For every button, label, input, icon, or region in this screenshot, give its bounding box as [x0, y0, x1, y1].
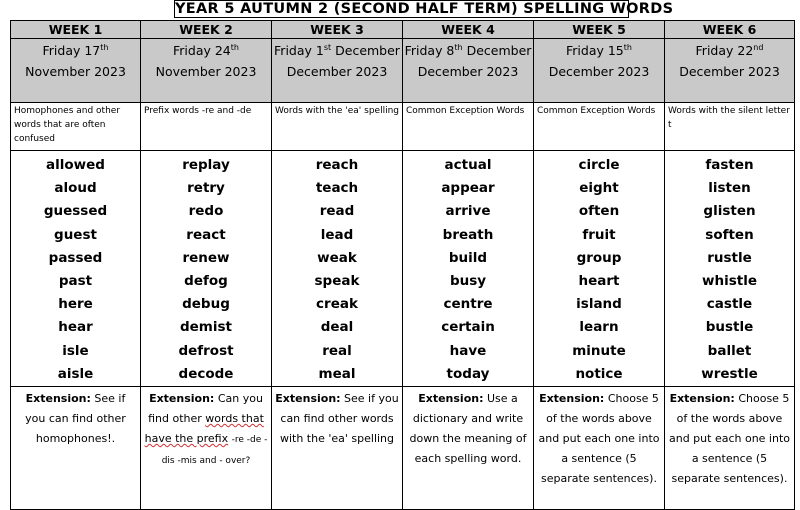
date-suffix: th [623, 42, 632, 52]
spelling-word: group [576, 249, 622, 266]
week-header: WEEK 6 [665, 21, 795, 39]
spelling-table [10, 20, 795, 510]
spelling-word: bustle [705, 319, 754, 336]
spelling-word: guessed [43, 203, 108, 220]
spelling-word: passed [48, 249, 103, 266]
spelling-word: teach [315, 180, 359, 197]
spelling-word: soften [705, 226, 754, 243]
spelling-word: actual [444, 157, 492, 173]
date-month: December 2023 [417, 64, 519, 79]
spelling-word: fruit [582, 226, 616, 243]
spelling-word: creak [316, 296, 358, 313]
extension-label: Extension: [669, 391, 735, 405]
spelling-word: guest [54, 226, 97, 243]
spelling-word: speak [314, 272, 360, 289]
date-month: November 2023 [155, 64, 257, 79]
word-list [403, 151, 534, 387]
spelling-word: react [186, 226, 226, 243]
extension-task [141, 386, 272, 509]
extension-label: Extension: [275, 391, 341, 405]
spelling-word: aisle [57, 365, 94, 382]
spelling-word: arrive [445, 203, 491, 220]
spelling-word: isle [62, 342, 89, 359]
spelling-word: appear [441, 180, 495, 197]
spelling-word: notice [575, 365, 623, 382]
word-list [11, 151, 141, 387]
date-month: December 2023 [679, 64, 780, 79]
spelling-rule: Homophones and other words that are often confused [11, 103, 141, 151]
week-header: WEEK 2 [141, 21, 272, 39]
spelling-word: have [449, 342, 487, 359]
extension-text: Can you find other [148, 391, 263, 425]
spelling-word: debug [182, 296, 230, 313]
spelling-word: wrestle [701, 365, 758, 382]
extension-label: Extension: [539, 391, 605, 405]
spelling-word: often [578, 203, 620, 220]
spelling-word: castle [706, 296, 753, 313]
date-day: Friday 17 [42, 43, 101, 58]
spelling-word: retry [187, 180, 225, 197]
spelling-word: glisten [703, 203, 756, 220]
week-date [11, 39, 141, 103]
spelling-word: allowed [46, 157, 105, 173]
week-date: Friday 8th December December 2023 [403, 39, 534, 103]
extension-label: Extension: [418, 391, 484, 405]
extension-text: Choose 5 of the words above and put each one into a sentence (5 separate sentences). [538, 391, 660, 485]
spelling-word: ballet [707, 342, 752, 359]
date-suffix: th [100, 42, 109, 52]
date-day: Friday 24 [173, 43, 231, 58]
extension-task [534, 386, 665, 509]
spelling-rule: Words with the 'ea' spelling [272, 103, 403, 151]
spelling-word: aloud [54, 180, 97, 197]
spelling-word: reach [315, 157, 359, 173]
date-day: Friday 1 [274, 43, 324, 58]
date-day: Friday 22 [695, 43, 754, 58]
spelling-word: build [448, 249, 488, 266]
spelling-word: minute [572, 342, 626, 359]
extension-task [272, 386, 403, 509]
spelling-word: replay [182, 157, 230, 173]
date-month: December 2023 [548, 64, 650, 79]
spelling-word: renew [182, 249, 230, 266]
date-day: Friday 8 [404, 43, 455, 58]
spelling-word: real [322, 342, 352, 359]
word-list [665, 151, 795, 387]
spelling-word: decode [178, 365, 234, 382]
spelling-rule: Prefix words -re and -de [141, 103, 272, 151]
date-suffix: st [323, 42, 332, 52]
spelling-word: island [576, 296, 622, 313]
spelling-word: demist [179, 319, 232, 336]
week-date [665, 39, 795, 103]
extension-task [11, 386, 141, 509]
spelling-word: centre [443, 296, 493, 313]
spelling-word: whistle [702, 272, 757, 289]
week-header: WEEK 5 [534, 21, 665, 39]
week-header: WEEK 1 [11, 21, 141, 39]
week-header: WEEK 3 [272, 21, 403, 39]
date-suffix: th [454, 42, 463, 52]
spelling-word: read [319, 203, 355, 220]
spelling-word: circle [578, 157, 620, 173]
spelling-word: eight [579, 180, 619, 197]
extension-text: See if you can find other words with the 'ea' spelling [279, 391, 399, 445]
word-list [534, 151, 665, 387]
page-title: YEAR 5 AUTUMN 2 (SECOND HALF TERM) SPELLING WORDS [175, 1, 674, 17]
spelling-word: busy [449, 272, 487, 289]
spelling-word: rustle [707, 249, 752, 266]
word-list [141, 151, 272, 387]
extension-task [403, 386, 534, 509]
extension-text-underlined: words that have the prefix [144, 411, 264, 445]
date-month: December 2023 [286, 64, 388, 79]
spelling-word: listen [708, 180, 751, 197]
spelling-rule: Common Exception Words [534, 103, 665, 151]
spelling-word: deal [320, 319, 354, 336]
spelling-rule: Common Exception Words [403, 103, 534, 151]
word-list [272, 151, 403, 387]
date-suffix: nd [753, 42, 764, 52]
extension-text: Choose 5 of the words above and put each one into a sentence (5 separate sentences). [668, 391, 791, 485]
spelling-rule: Words with the silent letter t [665, 103, 795, 151]
extension-text-prefixes: -re -de -dis -mis and - over? [161, 434, 268, 466]
date-suffix: th [230, 42, 239, 52]
week-date: Friday 1st December December 2023 [272, 39, 403, 103]
week-date [141, 39, 272, 103]
spelling-word: certain [441, 319, 495, 336]
spelling-word: hear [58, 319, 93, 336]
week-header: WEEK 4 [403, 21, 534, 39]
spelling-word: past [58, 272, 93, 289]
spelling-word: redo [188, 203, 224, 220]
spelling-word: breath [442, 226, 494, 243]
extension-task [665, 386, 795, 509]
extension-label: Extension: [25, 391, 91, 405]
date-month: November 2023 [25, 64, 126, 79]
spelling-word: today [446, 365, 490, 382]
spelling-word: meal [318, 365, 356, 382]
spelling-word: defrost [178, 342, 234, 359]
extension-text: See if you can find other homophones!. [25, 391, 126, 445]
spelling-word: lead [320, 226, 354, 243]
date-day: Friday 15 [566, 43, 624, 58]
week-date [534, 39, 665, 103]
spelling-word: heart [578, 272, 620, 289]
extension-text: Use a dictionary and write down the meaning of each spelling word. [409, 391, 527, 465]
spelling-word: fasten [705, 157, 754, 173]
extension-label: Extension: [149, 391, 215, 405]
spelling-word: here [58, 296, 93, 313]
spelling-word: defog [184, 272, 228, 289]
spelling-word: weak [317, 249, 357, 266]
spelling-word: learn [579, 319, 619, 336]
